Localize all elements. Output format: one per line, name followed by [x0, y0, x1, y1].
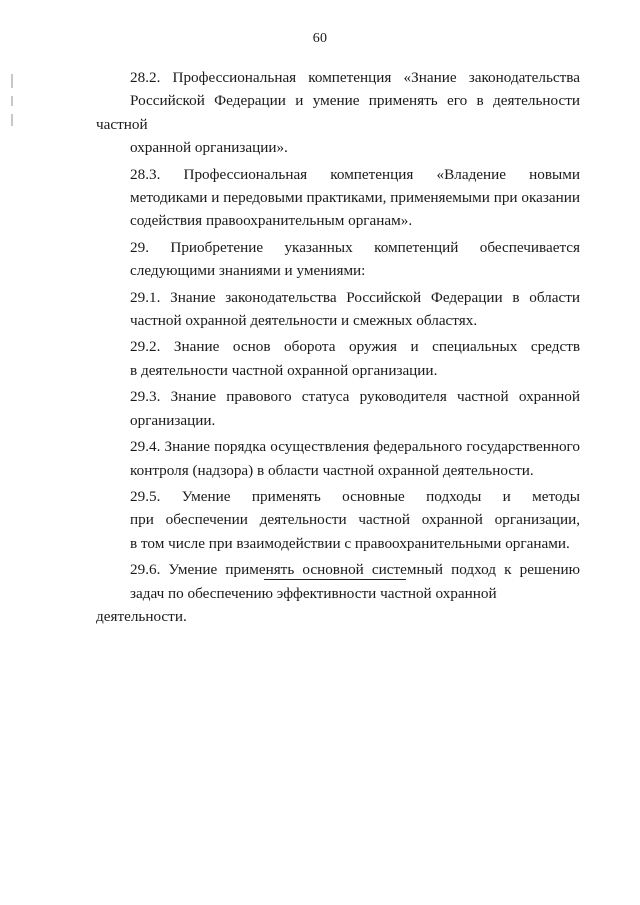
text-line: 29.2. Знание основ оборота оружия и специальных средств	[130, 338, 580, 356]
text-line: организации.	[130, 411, 216, 429]
paragraph-28-2	[96, 66, 580, 160]
scan-margin-mark	[11, 74, 13, 88]
text-line: задач по обеспечению эффективности частной охранной деятельности.	[96, 584, 497, 625]
text-line: 28.2. Профессиональная компетенция «Знание законодательства	[130, 69, 580, 86]
paragraph-29-4	[96, 435, 580, 482]
text-line: 29.1. Знание законодательства Российской Федерации в области	[130, 288, 580, 306]
scan-margin-mark	[11, 114, 13, 126]
text-line: 29. Приобретение указанных компетенций обеспечивается	[130, 238, 580, 256]
document-end-rule	[264, 579, 406, 580]
paragraph-29-3	[96, 385, 580, 432]
paragraph-29-1	[96, 286, 580, 333]
text-line: Российской Федерации и умение применять его в деятельности частной	[96, 92, 580, 133]
scan-margin-mark	[11, 96, 13, 106]
text-line: методиками и передовыми практиками, применяемыми при оказании	[130, 189, 580, 207]
paragraph-29	[96, 236, 580, 283]
text-line: 29.4. Знание порядка осуществления федерального государственного	[130, 438, 580, 456]
text-line: контроля (надзора) в области частной охранной деятельности.	[130, 461, 534, 479]
text-line: 29.3. Знание правового статуса руководителя частной охранной	[130, 388, 580, 406]
text-line: охранной организации».	[130, 139, 288, 157]
page-number: 60	[312, 31, 328, 46]
text-line: 29.5. Умение применять основные подходы и методы	[130, 487, 580, 505]
paragraph-29-6	[96, 558, 580, 628]
document-body	[96, 66, 580, 631]
text-line: при обеспечении деятельности частной охранной организации,	[130, 511, 580, 529]
text-line: следующими знаниями и умениями:	[130, 262, 366, 280]
paragraph-29-2	[96, 335, 580, 382]
text-line: частной охранной деятельности и смежных областях.	[130, 312, 478, 330]
text-line: 29.6. Умение применять основной системный подход к решению	[130, 561, 580, 579]
text-line: содействия правоохранительным органам».	[130, 212, 413, 230]
paragraph-29-5	[96, 485, 580, 555]
text-line: 28.3. Профессиональная компетенция «Владение новыми	[130, 165, 580, 183]
paragraph-28-3	[96, 163, 580, 233]
text-line: в том числе при взаимодействии с правоохранительными органами.	[130, 534, 570, 552]
text-line: в деятельности частной охранной организации.	[130, 361, 438, 379]
